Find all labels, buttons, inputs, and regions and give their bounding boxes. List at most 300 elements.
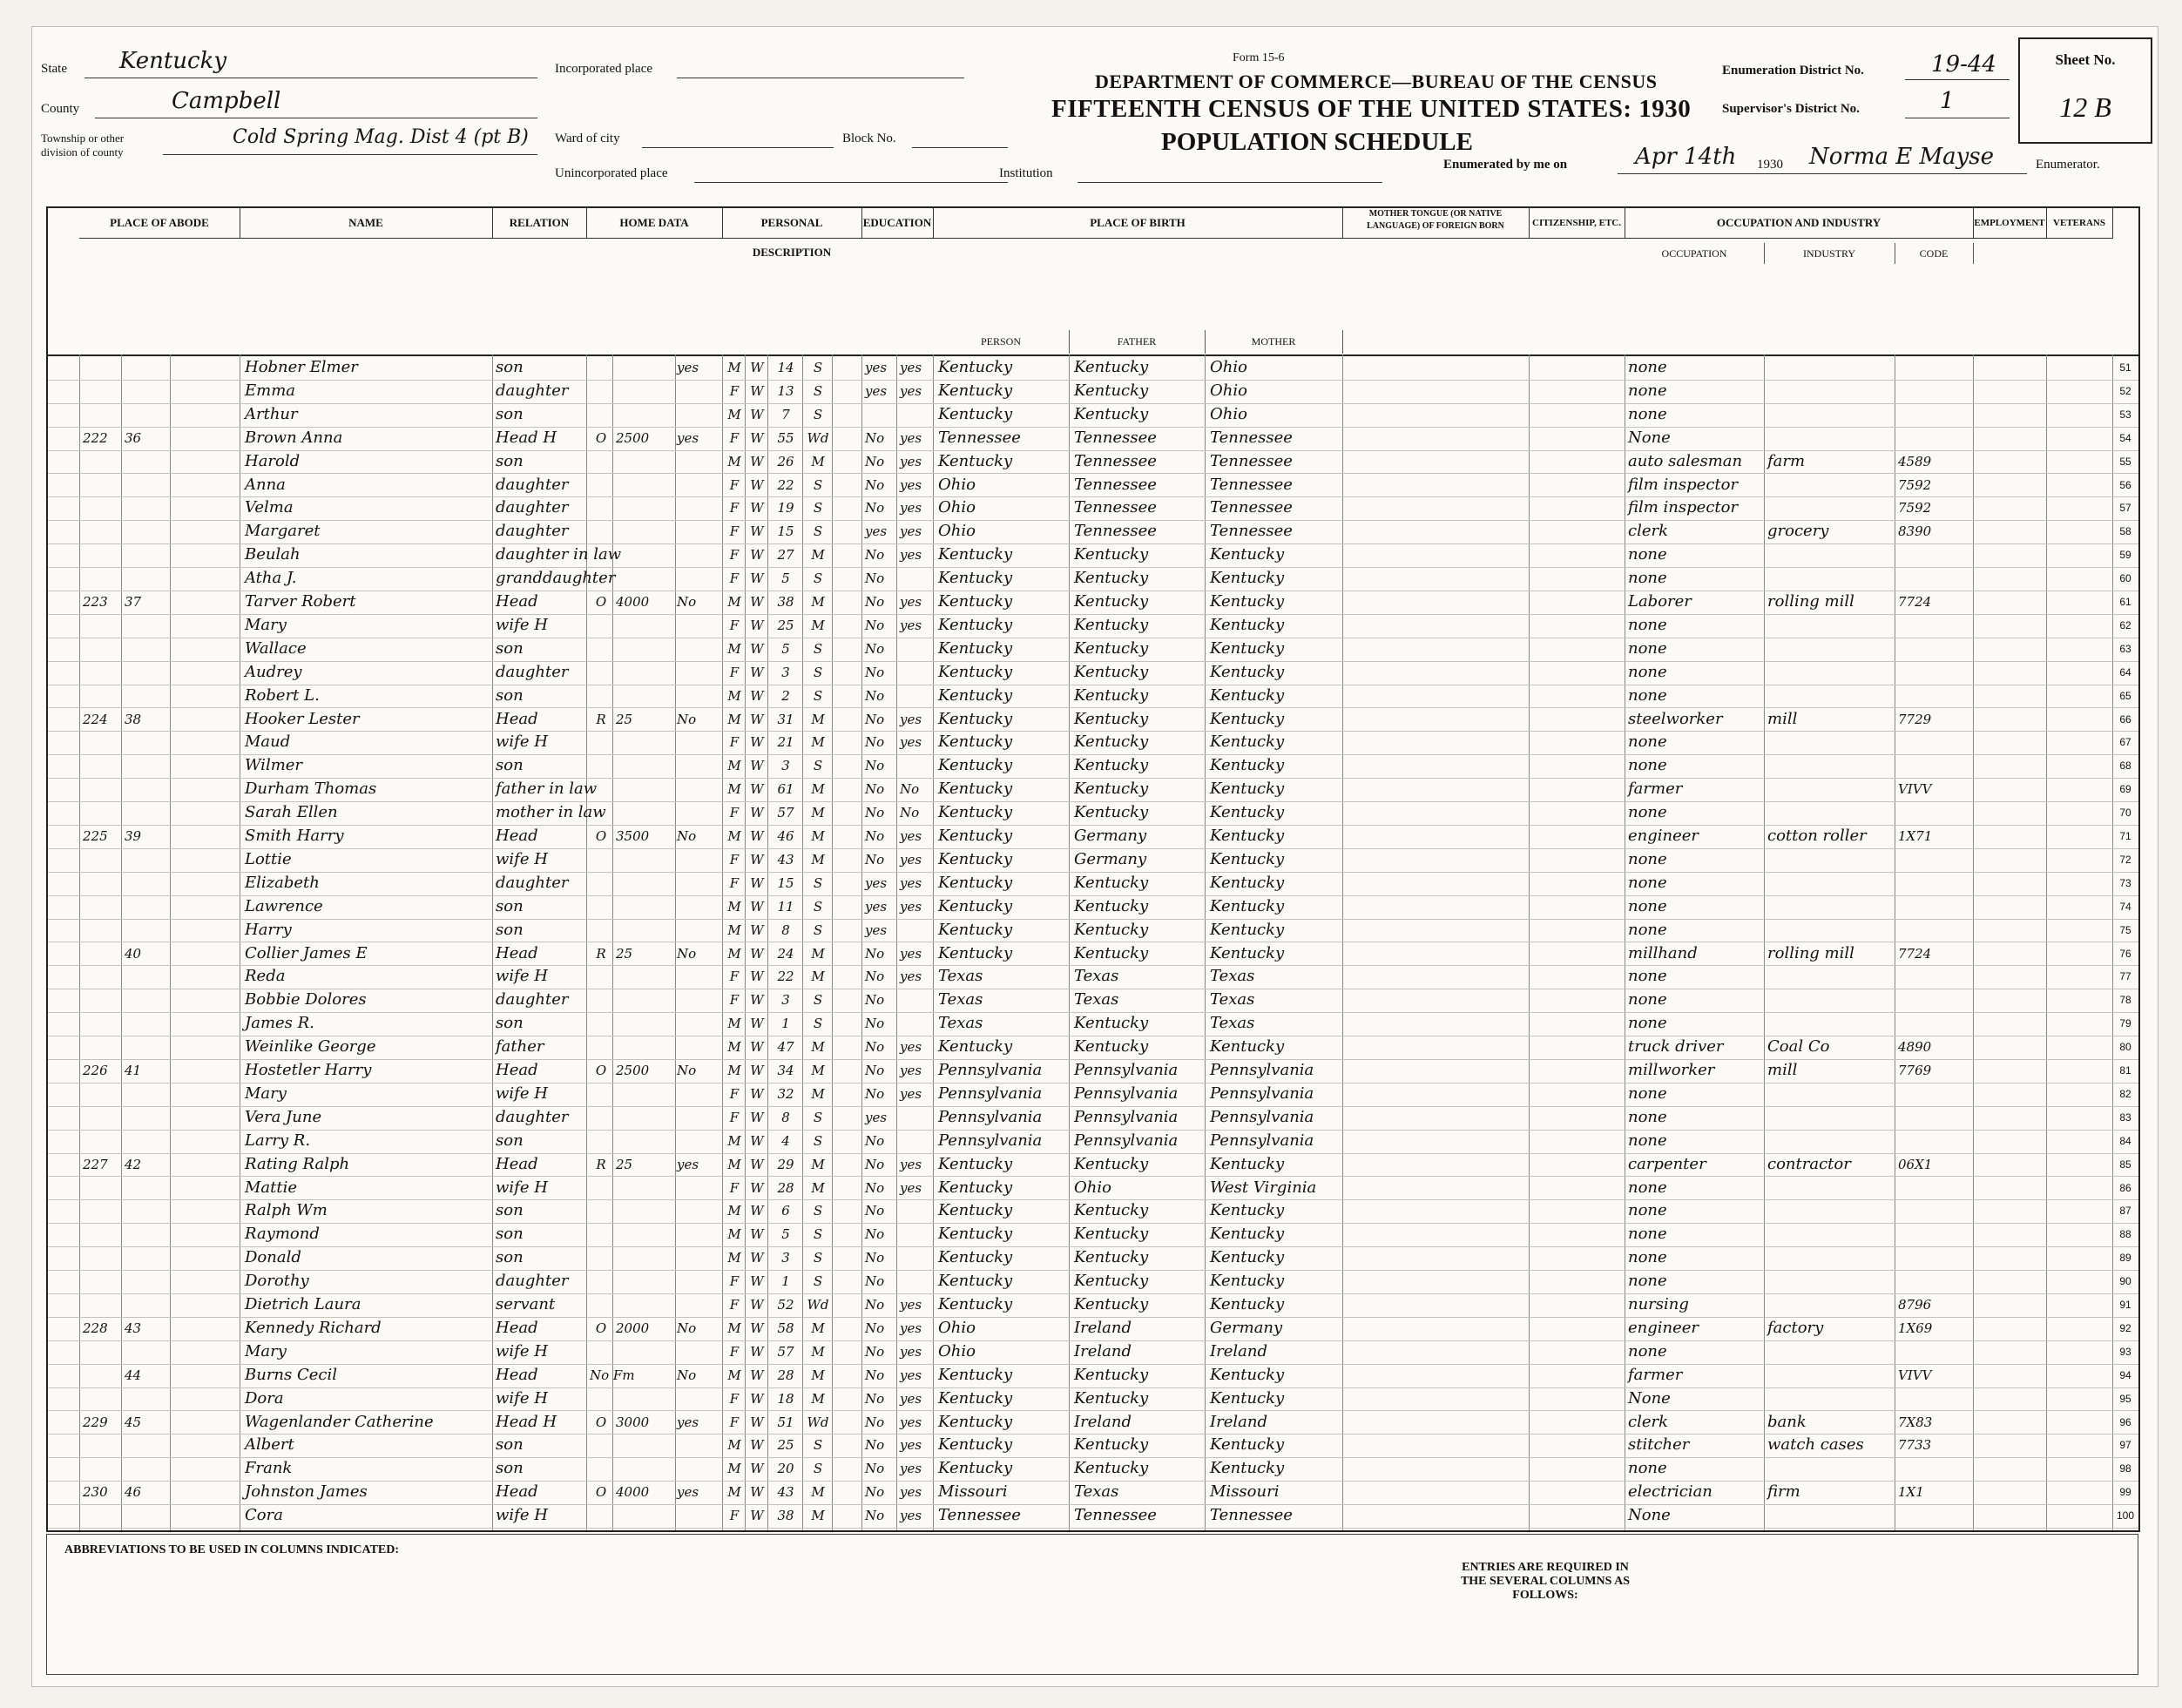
table-row — [48, 1130, 2138, 1154]
occupation-code: VIVV — [1898, 1367, 1932, 1383]
age: 29 — [777, 1156, 794, 1172]
birthplace-mother: Kentucky — [1210, 896, 1285, 915]
read-write: yes — [900, 1179, 922, 1196]
birthplace-father: Kentucky — [1074, 662, 1149, 681]
marital-status: M — [811, 1179, 825, 1196]
birthplace-mother: Ireland — [1210, 1341, 1267, 1360]
relation: father in law — [496, 780, 598, 799]
birthplace-mother: Kentucky — [1210, 569, 1285, 588]
radio: yes — [677, 1414, 699, 1430]
family-number: 45 — [125, 1414, 142, 1430]
table-row — [48, 1223, 2138, 1247]
birthplace-father: Kentucky — [1074, 685, 1149, 705]
dwelling-number — [83, 1246, 121, 1270]
person-name: Brown Anna — [245, 428, 343, 447]
birthplace-father: Kentucky — [1074, 1435, 1149, 1455]
marital-status: M — [811, 617, 825, 633]
age: 14 — [777, 360, 794, 375]
birthplace-mother: Kentucky — [1210, 615, 1285, 634]
table-row — [48, 1457, 2138, 1482]
industry — [1767, 919, 1893, 942]
family-number — [125, 1504, 168, 1528]
sex: F — [729, 1508, 740, 1524]
radio — [677, 403, 720, 427]
family-number — [125, 801, 168, 825]
relation: Head — [496, 943, 538, 962]
occupation: none — [1628, 896, 1667, 915]
table-row — [48, 731, 2138, 755]
person-name: Elizabeth — [245, 873, 320, 892]
group-veterans: VETERANS — [2046, 208, 2113, 239]
industry — [1767, 1177, 1893, 1200]
birthplace-person: Kentucky — [938, 756, 1013, 775]
age: 38 — [777, 1508, 794, 1524]
age: 43 — [777, 1484, 794, 1501]
person-name: Arthur — [245, 404, 298, 423]
family-number — [125, 872, 168, 895]
family-number — [125, 614, 168, 638]
person-name: Mary — [245, 1341, 287, 1360]
birthplace-father: Pennsylvania — [1074, 1061, 1179, 1079]
occupation-code — [1898, 801, 1971, 825]
dwelling-number — [83, 474, 121, 497]
table-row — [48, 1387, 2138, 1412]
marital-status: S — [813, 1273, 823, 1290]
birthplace-mother: Kentucky — [1210, 756, 1285, 775]
family-number — [125, 450, 168, 474]
home-value: 2500 — [616, 1063, 650, 1078]
family-number — [125, 474, 168, 497]
birthplace-mother: Kentucky — [1210, 873, 1285, 892]
line-number: 99 — [2119, 1486, 2131, 1499]
radio — [677, 1340, 720, 1364]
read-write: No — [900, 805, 920, 821]
table-row — [48, 1153, 2138, 1178]
line-number: 51 — [2119, 361, 2131, 374]
birthplace-father: Kentucky — [1074, 381, 1149, 400]
table-row — [48, 754, 2138, 779]
table-row — [48, 1364, 2138, 1388]
radio — [677, 1199, 720, 1223]
birthplace-father: Ohio — [1074, 1178, 1111, 1197]
birthplace-father: Kentucky — [1074, 1154, 1149, 1173]
read-write: yes — [900, 1367, 922, 1383]
radio — [677, 1457, 720, 1481]
occupation: stitcher — [1628, 1435, 1690, 1455]
line-number: 73 — [2119, 876, 2131, 889]
home-tenure — [590, 543, 612, 567]
race: W — [750, 992, 764, 1009]
family-number — [125, 919, 168, 942]
industry: grocery — [1767, 522, 1829, 541]
industry — [1767, 801, 1893, 825]
age: 43 — [777, 851, 794, 868]
birthplace-mother: Ohio — [1210, 358, 1247, 376]
relation: wife H — [496, 1178, 548, 1197]
occupation-code — [1898, 1012, 1971, 1036]
relation: daughter — [496, 475, 569, 494]
line-number: 61 — [2119, 596, 2131, 608]
birthplace-father: Pennsylvania — [1074, 1131, 1179, 1150]
birthplace-person: Kentucky — [938, 1178, 1013, 1197]
school: No — [865, 711, 885, 727]
age: 5 — [781, 640, 790, 657]
home-value — [616, 1434, 673, 1457]
read-write — [900, 1246, 931, 1270]
home-value — [616, 638, 673, 661]
radio: yes — [677, 429, 699, 446]
occupation-code — [1898, 403, 1971, 427]
table-row — [48, 1106, 2138, 1131]
marital-status: M — [811, 1039, 825, 1056]
school: No — [865, 664, 885, 680]
birthplace-mother: Kentucky — [1210, 1365, 1285, 1384]
relation: wife H — [496, 849, 548, 868]
sex: F — [729, 664, 740, 680]
home-tenure — [590, 1246, 612, 1270]
home-value — [616, 731, 673, 754]
read-write: yes — [900, 898, 922, 915]
marital-status: S — [813, 1437, 823, 1454]
industry — [1767, 661, 1893, 685]
birthplace-father: Kentucky — [1074, 756, 1149, 775]
family-number — [125, 567, 168, 591]
line-number: 86 — [2119, 1181, 2131, 1194]
radio — [677, 1504, 720, 1528]
marital-status: S — [813, 476, 823, 493]
birthplace-father: Tennessee — [1074, 1506, 1157, 1525]
table-row — [48, 1036, 2138, 1060]
birthplace-person: Kentucky — [938, 592, 1013, 611]
occupation-code: 7729 — [1898, 711, 1932, 727]
birthplace-mother: Pennsylvania — [1210, 1107, 1314, 1126]
school: No — [865, 781, 885, 798]
dwelling-number — [83, 1223, 121, 1246]
home-value — [616, 1083, 673, 1106]
occupation-code — [1898, 356, 1971, 380]
county-label: County — [41, 102, 80, 116]
person-name: Vera June — [245, 1107, 322, 1126]
birthplace-father: Ireland — [1074, 1318, 1132, 1337]
race: W — [750, 382, 764, 399]
school: No — [865, 617, 885, 633]
sex: M — [727, 1063, 741, 1078]
family-number — [125, 685, 168, 708]
occupation-code: 1X71 — [1898, 828, 1933, 844]
occupation-code — [1898, 567, 1971, 591]
occupation: none — [1628, 685, 1667, 705]
race: W — [750, 523, 764, 540]
birthplace-person: Kentucky — [938, 404, 1013, 423]
group-personal: PERSONAL DESCRIPTION — [722, 208, 862, 239]
dwelling-number: 224 — [83, 711, 108, 727]
birthplace-father: Kentucky — [1074, 920, 1149, 939]
sex: F — [729, 1179, 740, 1196]
line-number: 71 — [2119, 830, 2131, 842]
race: W — [750, 874, 764, 891]
table-row — [48, 520, 2138, 544]
line-number: 85 — [2119, 1158, 2131, 1171]
relation: Head H — [496, 1412, 557, 1431]
age: 31 — [777, 711, 794, 727]
table-row — [48, 496, 2138, 521]
home-tenure: O — [595, 1484, 607, 1501]
age: 3 — [781, 992, 790, 1009]
occupation-code — [1898, 427, 1971, 450]
occupation: none — [1628, 873, 1667, 892]
race: W — [750, 1343, 764, 1360]
birthplace-person: Texas — [938, 1014, 983, 1033]
birthplace-mother: Kentucky — [1210, 849, 1285, 868]
home-tenure — [590, 1130, 612, 1153]
race: W — [750, 570, 764, 587]
table-row — [48, 1340, 2138, 1365]
table-row — [48, 356, 2138, 381]
family-number: 36 — [125, 429, 142, 446]
dwelling-number — [83, 965, 121, 989]
occupation: truck driver — [1628, 1037, 1724, 1057]
home-tenure — [590, 872, 612, 895]
line-number: 52 — [2119, 384, 2131, 397]
occupation: clerk — [1628, 1412, 1669, 1431]
occupation-code: 8390 — [1898, 523, 1932, 540]
sex: F — [729, 476, 740, 493]
birthplace-person: Kentucky — [938, 1272, 1013, 1291]
home-value: 3000 — [616, 1414, 650, 1430]
dwelling-number — [83, 450, 121, 474]
age: 28 — [777, 1179, 794, 1196]
industry — [1767, 1246, 1893, 1270]
marital-status: M — [811, 1063, 825, 1078]
school: No — [865, 1297, 885, 1313]
ward-label: Ward of city — [555, 132, 620, 145]
marital-status: S — [813, 570, 823, 587]
home-tenure — [590, 356, 612, 380]
industry — [1767, 1457, 1893, 1481]
radio — [677, 1130, 720, 1153]
school: No — [865, 1132, 885, 1149]
race: W — [750, 453, 764, 469]
marital-status: M — [811, 1085, 825, 1102]
family-number — [125, 1293, 168, 1317]
school: No — [865, 1156, 885, 1172]
table-row — [48, 403, 2138, 428]
industry: rolling mill — [1767, 943, 1854, 962]
birthplace-mother: Tennessee — [1210, 1506, 1293, 1525]
table-row — [48, 614, 2138, 638]
marital-status: S — [813, 687, 823, 704]
population-table — [46, 206, 2140, 1532]
line-number: 56 — [2119, 478, 2131, 491]
home-tenure — [590, 1434, 612, 1457]
sheet-value: 12 B — [2059, 91, 2111, 123]
age: 6 — [781, 1203, 790, 1219]
race: W — [750, 1203, 764, 1219]
family-number — [125, 1270, 168, 1293]
sex: M — [727, 828, 741, 844]
marital-status: M — [811, 1484, 825, 1501]
enumerated-label: Enumerated by me on — [1443, 158, 1568, 172]
person-name: Hostetler Harry — [245, 1061, 372, 1079]
dwelling-number: 226 — [83, 1063, 108, 1078]
relation: Head — [496, 1365, 538, 1384]
home-value — [616, 801, 673, 825]
age: 2 — [781, 687, 790, 704]
radio — [677, 1083, 720, 1106]
radio: No — [677, 828, 697, 844]
birthplace-father: Kentucky — [1074, 873, 1149, 892]
line-number: 79 — [2119, 1017, 2131, 1030]
occupation: none — [1628, 1225, 1667, 1244]
age: 8 — [781, 1109, 790, 1125]
occupation: film inspector — [1628, 498, 1739, 517]
read-write: yes — [900, 1437, 922, 1454]
birthplace-mother: Missouri — [1210, 1482, 1280, 1502]
occupation: none — [1628, 1459, 1667, 1478]
birthplace-person: Kentucky — [938, 1201, 1013, 1220]
home-value — [616, 919, 673, 942]
occupation-code — [1898, 1106, 1971, 1130]
home-value — [616, 872, 673, 895]
school: No — [865, 594, 885, 610]
state-value: Kentucky — [119, 48, 227, 74]
school: No — [865, 1461, 885, 1477]
read-write: yes — [900, 476, 922, 493]
radio — [677, 1434, 720, 1457]
entries-title: ENTRIES ARE REQUIRED IN THE SEVERAL COLUMNS AS FOLLOWS: — [1460, 1561, 1631, 1602]
table-row — [48, 1434, 2138, 1458]
family-number — [125, 543, 168, 567]
line-number: 83 — [2119, 1111, 2131, 1124]
radio — [677, 543, 720, 567]
occupation: millhand — [1628, 943, 1698, 962]
school: No — [865, 945, 885, 962]
home-tenure — [590, 1293, 612, 1317]
school: yes — [865, 922, 888, 938]
birthplace-father: Texas — [1074, 1482, 1119, 1502]
table-row — [48, 661, 2138, 685]
birthplace-father: Kentucky — [1074, 638, 1149, 658]
birthplace-father: Kentucky — [1074, 709, 1149, 728]
home-value — [616, 520, 673, 543]
home-tenure: O — [595, 1320, 607, 1336]
birthplace-person: Kentucky — [938, 662, 1013, 681]
home-value — [616, 380, 673, 403]
family-number: 44 — [125, 1367, 142, 1383]
family-number — [125, 754, 168, 778]
person-name: Wagenlander Catherine — [245, 1412, 434, 1431]
birthplace-mother: Pennsylvania — [1210, 1084, 1314, 1103]
age: 7 — [781, 406, 790, 422]
dwelling-number — [83, 1504, 121, 1528]
radio — [677, 1387, 720, 1411]
school: No — [865, 570, 885, 587]
birthplace-father: Ireland — [1074, 1412, 1132, 1431]
occupation-code — [1898, 1130, 1971, 1153]
read-write — [900, 919, 931, 942]
read-write: yes — [900, 969, 922, 985]
marital-status: Wd — [807, 1297, 829, 1313]
sex: M — [727, 758, 741, 774]
home-value — [616, 1036, 673, 1059]
table-row — [48, 1083, 2138, 1107]
relation: Head H — [496, 428, 557, 447]
marital-status: S — [813, 664, 823, 680]
home-tenure — [590, 685, 612, 708]
radio — [677, 754, 720, 778]
home-tenure — [590, 1340, 612, 1364]
dwelling-number — [83, 778, 121, 801]
read-write — [900, 754, 931, 778]
read-write — [900, 661, 931, 685]
race: W — [750, 922, 764, 938]
race: W — [750, 1484, 764, 1501]
race: W — [750, 805, 764, 821]
radio — [677, 989, 720, 1012]
read-write — [900, 567, 931, 591]
home-value — [616, 1364, 673, 1387]
birthplace-mother: Tennessee — [1210, 498, 1293, 517]
age: 61 — [777, 781, 794, 798]
group-birth: PLACE OF BIRTH — [933, 208, 1343, 239]
sex: F — [729, 992, 740, 1009]
occupation-code — [1898, 380, 1971, 403]
family-number — [125, 1223, 168, 1246]
birthplace-person: Ohio — [938, 475, 976, 494]
industry — [1767, 1106, 1893, 1130]
radio: No — [677, 1367, 697, 1383]
person-name: Albert — [245, 1435, 294, 1455]
birthplace-person: Kentucky — [938, 1037, 1013, 1057]
sex: M — [727, 1156, 741, 1172]
school: No — [865, 758, 885, 774]
home-tenure: R — [596, 945, 606, 962]
industry: mill — [1767, 709, 1798, 728]
industry — [1767, 614, 1893, 638]
relation: wife H — [496, 1084, 548, 1103]
family-number — [125, 661, 168, 685]
birthplace-person: Pennsylvania — [938, 1131, 1043, 1150]
dwelling-number — [83, 520, 121, 543]
home-tenure — [590, 474, 612, 497]
birthplace-mother: Ohio — [1210, 381, 1247, 400]
dwelling-number — [83, 661, 121, 685]
relation: mother in law — [496, 803, 606, 822]
birthplace-mother: Kentucky — [1210, 545, 1285, 564]
school: No — [865, 687, 885, 704]
sex: M — [727, 1132, 741, 1149]
birthplace-father: Tennessee — [1074, 475, 1157, 494]
table-row — [48, 1317, 2138, 1341]
read-write: yes — [900, 711, 922, 727]
school: No — [865, 429, 885, 446]
table-row — [48, 474, 2138, 498]
sex: F — [729, 570, 740, 587]
industry: watch cases — [1767, 1435, 1864, 1455]
line-number: 93 — [2119, 1345, 2131, 1358]
sex: M — [727, 711, 741, 727]
age: 18 — [777, 1390, 794, 1407]
birthplace-father: Kentucky — [1074, 1459, 1149, 1478]
radio — [677, 778, 720, 801]
birthplace-person: Kentucky — [938, 732, 1013, 752]
sex: M — [727, 640, 741, 657]
dwelling-number — [83, 356, 121, 380]
dwelling-number — [83, 1083, 121, 1106]
marital-status: S — [813, 922, 823, 938]
race: W — [750, 1156, 764, 1172]
occupation-code: 4890 — [1898, 1039, 1932, 1056]
